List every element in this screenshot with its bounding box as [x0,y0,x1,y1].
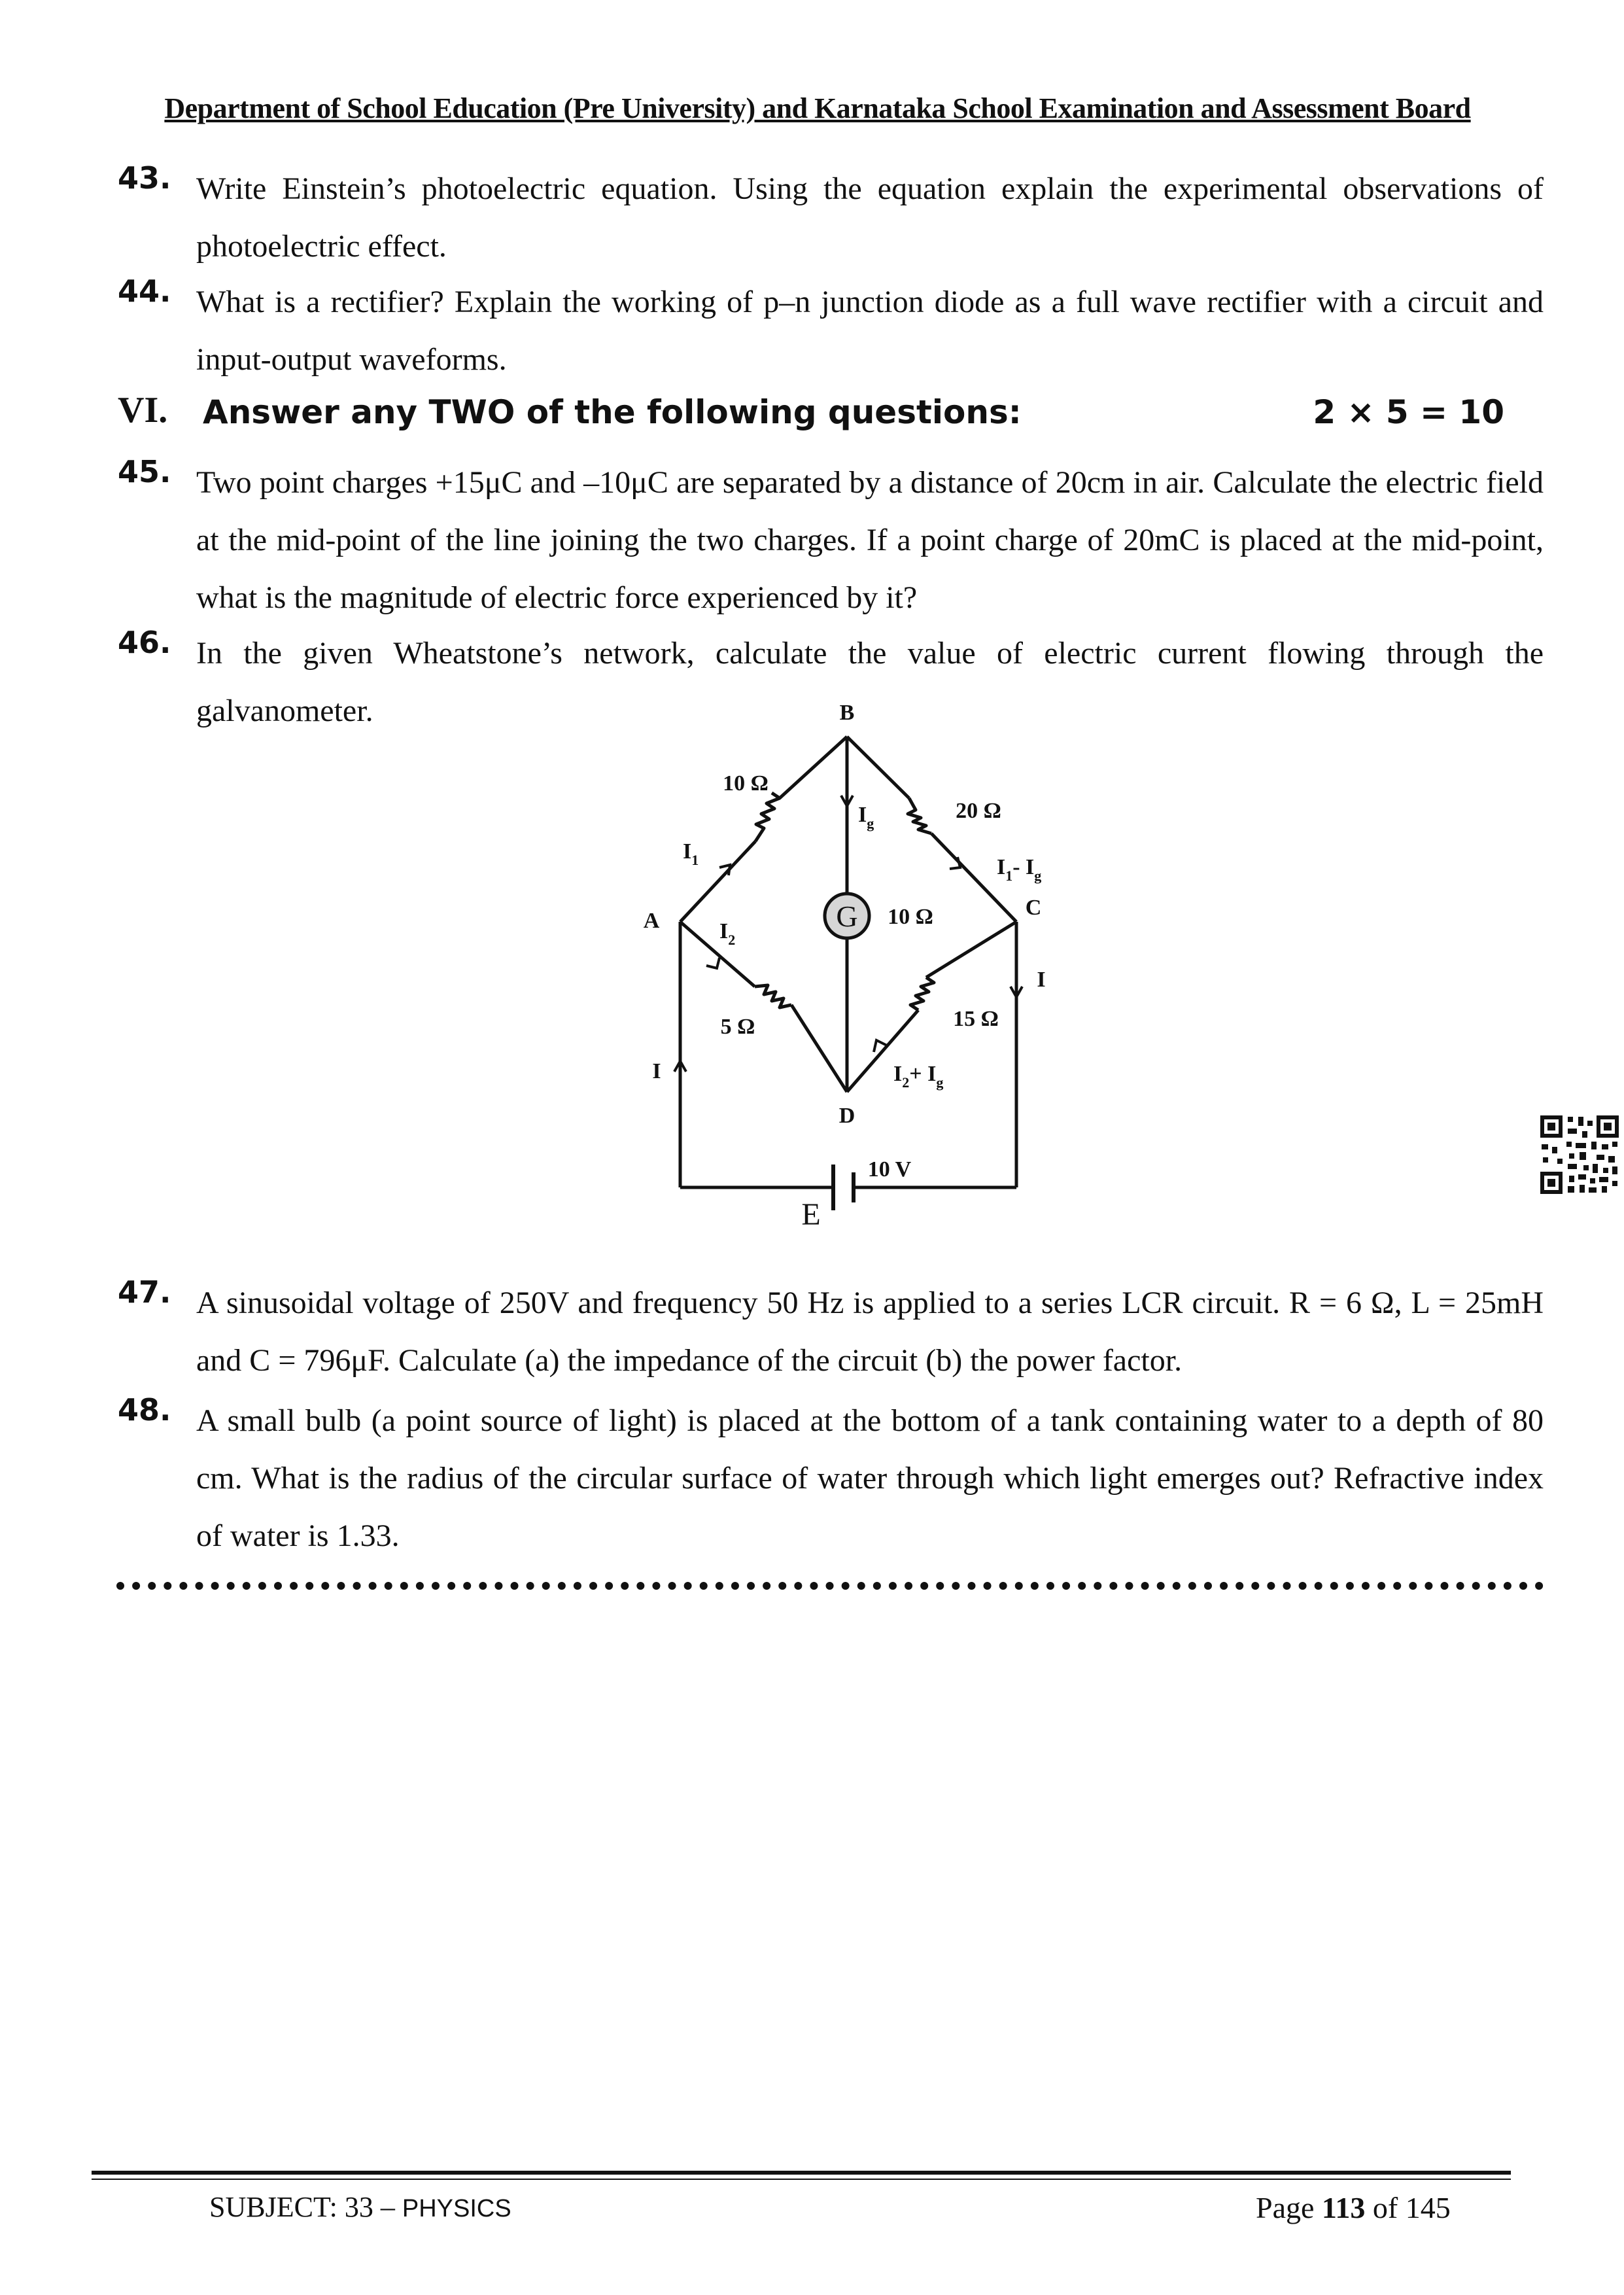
section-heading [118,389,1504,442]
section-title: Answer any TWO of the following questions: [203,393,1022,431]
current-i1-minus-ig-label: $I_1-$ $I_g$ [997,855,1042,884]
resistor-ad-label: 5 Ω [720,1015,755,1039]
footer-rule-thick [92,2171,1511,2175]
question-48 [118,1392,1544,1565]
current-i2-plus-ig-label: $I_2+ I_g$ [893,1062,944,1091]
node-d-label: D [838,1104,855,1128]
section-marks: 2 × 5 = 10 [1313,393,1504,431]
question-45 [118,454,1544,627]
galvanometer-label: G [836,900,858,933]
resistor-ad [755,985,791,1007]
section-divider [116,1582,1544,1590]
question-text: Two point charges +15μC and –10μC are separated by a distance of 20cm in air. Calculate the electric field at the mid-point of the line joining the two charges. If a point charge of 20mC is placed at the mid-point, what is the magnitude of electric force experienced by it? [196,465,1544,615]
current-i1-label: $I_1$ [683,839,699,868]
question-number: 48. [118,1392,171,1428]
battery-label: 10 V [867,1157,912,1182]
node-a-label: A [643,909,660,933]
wire-bc-upper [847,737,909,798]
node-b-label: B [839,701,855,725]
question-text: What is a rectifier? Explain the working of p–n junction diode as a full wave rectifier with a circuit and input-output waveforms. [196,285,1544,377]
node-e-label: E [801,1197,821,1232]
question-44 [118,273,1544,389]
question-number: 45. [118,454,171,489]
current-i2-label: $I_2$ [719,919,736,948]
footer-rule-thin [92,2179,1511,2180]
question-text: A sinusoidal voltage of 250V and frequency 50 Hz is applied to a series LCR circuit. R = 6 Ω, L = 25mH and C = 796μF. Calculate (a) the impedance of the circuit (b) the power factor. [196,1286,1544,1378]
wire-ab-upper [780,737,847,798]
wheatstone-circuit-diagram [615,693,1073,1256]
question-text: A small bulb (a point source of light) is placed at the bottom of a tank containing water to a depth of 80 cm. What is the radius of the circular surface of water through which light emerges out? Refractive index of water is 1.33. [196,1403,1544,1553]
page-header: Department of School Education (Pre University) and Karnataka School Examination and Assessment Board [164,92,1471,124]
wire-ad-upper [680,922,755,987]
galvanometer-resistance-label: 10 Ω [888,905,933,929]
question-number: 43. [118,160,171,196]
resistor-dc-label: 15 Ω [953,1007,999,1031]
question-number: 46. [118,625,171,660]
qr-code-icon [1540,1115,1619,1194]
current-i-right-label: I [1037,968,1046,992]
question-number: 44. [118,273,171,309]
question-43 [118,160,1544,275]
question-text: Write Einstein’s photoelectric equation. Using the equation explain the experimental observations of photoelectric effect. [196,171,1544,264]
resistor-bc [908,798,931,833]
question-47 [118,1274,1544,1390]
question-number: 47. [118,1274,171,1310]
footer-subject: SUBJECT: 33 – PHYSICS [209,2191,511,2223]
resistor-ab [755,793,780,841]
resistor-dc [910,977,934,1010]
footer-page-number: Page 113 of 145 [1256,2191,1451,2224]
resistor-ab-label: 10 Ω [723,771,769,796]
section-number: VI. [118,390,168,430]
current-ig-label: $I_g$ [858,803,874,832]
question-text: In the given Wheatstone’s network, calculate the value of electric current flowing through the galvanometer. [196,636,1544,728]
node-c-label: C [1025,896,1042,920]
wire-ad-lower [791,1005,847,1092]
current-i-left-label: I [652,1059,661,1083]
arrow-i2 [706,958,719,968]
wire-dc-upper [926,922,1016,977]
resistor-bc-label: 20 Ω [956,799,1001,823]
